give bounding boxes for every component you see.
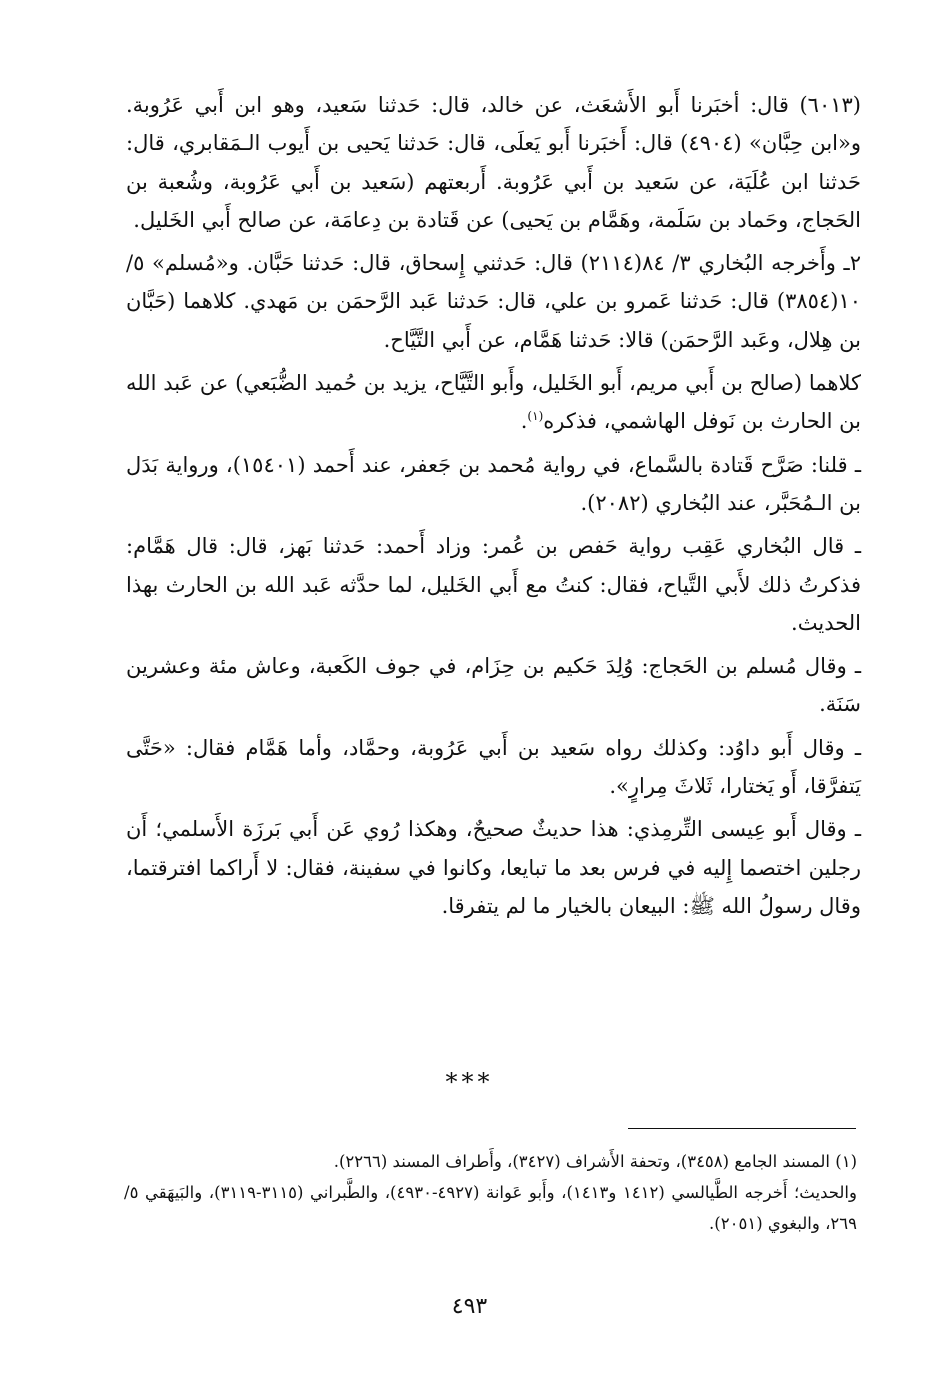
paragraph-bukhari-note: ـ قال البُخاري عَقِب رواية حَفص بن عُمر: وزاد أَحمد: حَدثنا بَهز، قال: قال هَمَّام: فذكرتُ ذلك لأَبي التَّياح، فقال: كنتُ مع أَبي الخَليل، لما حدَّثه عَبد الله بن الحارث بهذا الحديث.	[126, 534, 861, 635]
paragraph-bukhari-muslim: ٢ـ وأَخرجه البُخاري ٣/ ٨٤(٢١١٤) قال: حَدثني إِسحاق، قال: حَدثنا حَبَّان. و«مُسلم» ٥/ ١٠(٣٨٥٤) قال: حَدثنا عَمرو بن علي، قال: حَدثنا عَبد الرَّحمَن بن مَهدي. كلاهما (حَبَّان بن هِلال، وعَبد الرَّحمَن) قالا: حَدثنا هَمَّام، عن أَبي التَّيَّاح.	[126, 251, 861, 352]
footnote-reference: (١)	[527, 409, 544, 424]
paragraph-qatada-note: ـ قلنا: صَرَّح قَتادة بالسَّماع، في رواية مُحمد بن جَعفر، عند أَحمد (١٥٤٠١)، ورواية بَدَل بن الـمُحَبَّر، عند البُخاري (٢٠٨٢).	[126, 452, 861, 515]
paragraph-tirmidhi-note: ـ وقال أَبو عِيسى التِّرمِذي: هذا حديثٌ صحيحٌ، وهكذا رُوي عَن أَبي بَرزَة الأَسلمي؛ أَن رجلين اختصما إِليه في فرس بعد ما تبايعا، وكانوا في سفينة، فقال: لا أَراكما افترقتما، وقال رسولُ الله ﷺ: البيعان بالخيار ما لم يتفرقا.	[126, 817, 861, 918]
paragraph-both-narrators-text: كلاهما (صالح بن أَبي مريم، أَبو الخَليل، وأَبو التَّيَّاح، يزيد بن حُميد الضُّبَعي) عن عَبد الله بن الحارث بن نَوفل الهاشمي، فذكره	[126, 371, 861, 434]
section-ornament: ***	[445, 1068, 494, 1096]
paragraph-muslim-note: ـ وقال مُسلم بن الحَجاج: وُلِدَ حَكيم بن حِزَام، في جوف الكَعبة، وعاش مئة وعشرين سَنَة.	[126, 654, 861, 717]
footnote-1-continuation: والحديث؛ أَخرجه الطَّيالسي (١٤١٢ و١٤١٣)، وأَبو عَوانة (٤٩٢٧-٤٩٣٠)، والطَّبراني (٣١١٥-٣١١٩)، والبَيهَقي ٥/ ٢٦٩، والبغوي (٢٠٥١).	[124, 1183, 857, 1233]
main-text-body	[126, 86, 861, 930]
footnote-divider	[628, 1128, 856, 1129]
paragraph-hadith-6013: (٦٠١٣) قال: أخبَرنا أَبو الأَشعَث، عن خالد، قال: حَدثنا سَعيد، وهو ابن أَبي عَرُوبة. و«ابن حِبَّان» (٤٩٠٤) قال: أَخبَرنا أَبو يَعلَى، قال: حَدثنا يَحيى بن أَيوب الـمَقابري، قال: حَدثنا ابن عُلَيَة، عن سَعيد بن أَبي عَرُوبة. أَربعتهم (سَعيد بن أَبي عَرُوبة، وشُعبة بن الحَجاج، وحَماد بن سَلَمة، وهَمَّام بن يَحيى) عن قَتادة بن دِعامَة، عن صالح أَبي الخَليل.	[126, 93, 861, 232]
footnotes-section	[124, 1146, 857, 1239]
paragraph-both-narrators: كلاهما (صالح بن أَبي مريم، أَبو الخَليل، وأَبو التَّيَّاح، يزيد بن حُميد الضُّبَعي) عن عَبد الله بن الحارث بن نَوفل الهاشمي، فذكره$^{(١)}$.	[126, 371, 861, 434]
footnote-1-line: (١) المسند الجامع (٣٤٥٨)، وتحفة الأَشراف (٣٤٢٧)، وأَطراف المسند (٢٢٦٦).	[333, 1152, 857, 1171]
paragraph-abu-dawud-note: ـ وقال أَبو داوُد: وكذلك رواه سَعيد بن أَبي عَرُوبة، وحمَّاد، وأما هَمَّام فقال: «حَتَّى يَتفرَّقا، أَو يَختارا، ثَلاثَ مِرارٍ».	[126, 735, 861, 799]
page-number: ٤٩٣	[451, 1294, 488, 1319]
